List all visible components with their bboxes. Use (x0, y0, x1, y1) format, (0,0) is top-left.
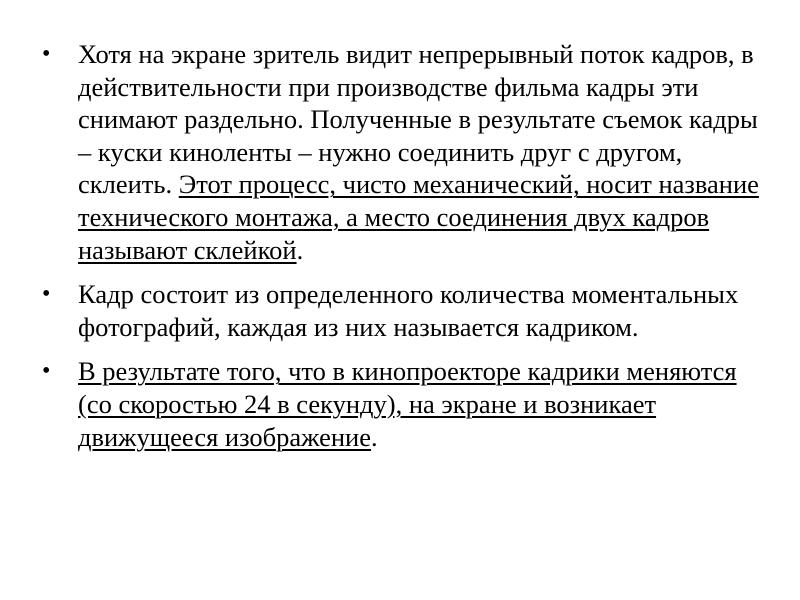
bullet-item-montage (42, 38, 762, 266)
bullet-icon: • (42, 41, 51, 67)
bullet-list (42, 38, 762, 453)
underlined-text: Этот процесс, чисто механический, носит название технического монтажа, а место соединения двух кадров называют склейкой (78, 169, 759, 265)
underlined-text: В результате того, что в кинопроекторе кадрики меняются (со скоростью 24 в секунду), на экране и возникает движущееся изображение (78, 356, 737, 452)
bullet-icon: • (42, 358, 51, 385)
bullet-text: Хотя на экране зритель видит непрерывный поток кадров, в действительности при производстве фильма кадры эти снимают раздельно. Полученные в результате съемок кадры – куски киноленты – нужно соединить друг с другом, склеить. (78, 39, 758, 200)
bullet-icon: • (42, 281, 51, 308)
bullet-item-frame (42, 278, 762, 343)
bullet-text-end: . (296, 234, 304, 265)
bullet-text: Кадр состоит из определенного количества моментальных фотографий, каждая из них называется кадриком. (78, 279, 739, 342)
bullet-item-projector (42, 355, 762, 453)
bullet-text-end: . (371, 421, 378, 452)
